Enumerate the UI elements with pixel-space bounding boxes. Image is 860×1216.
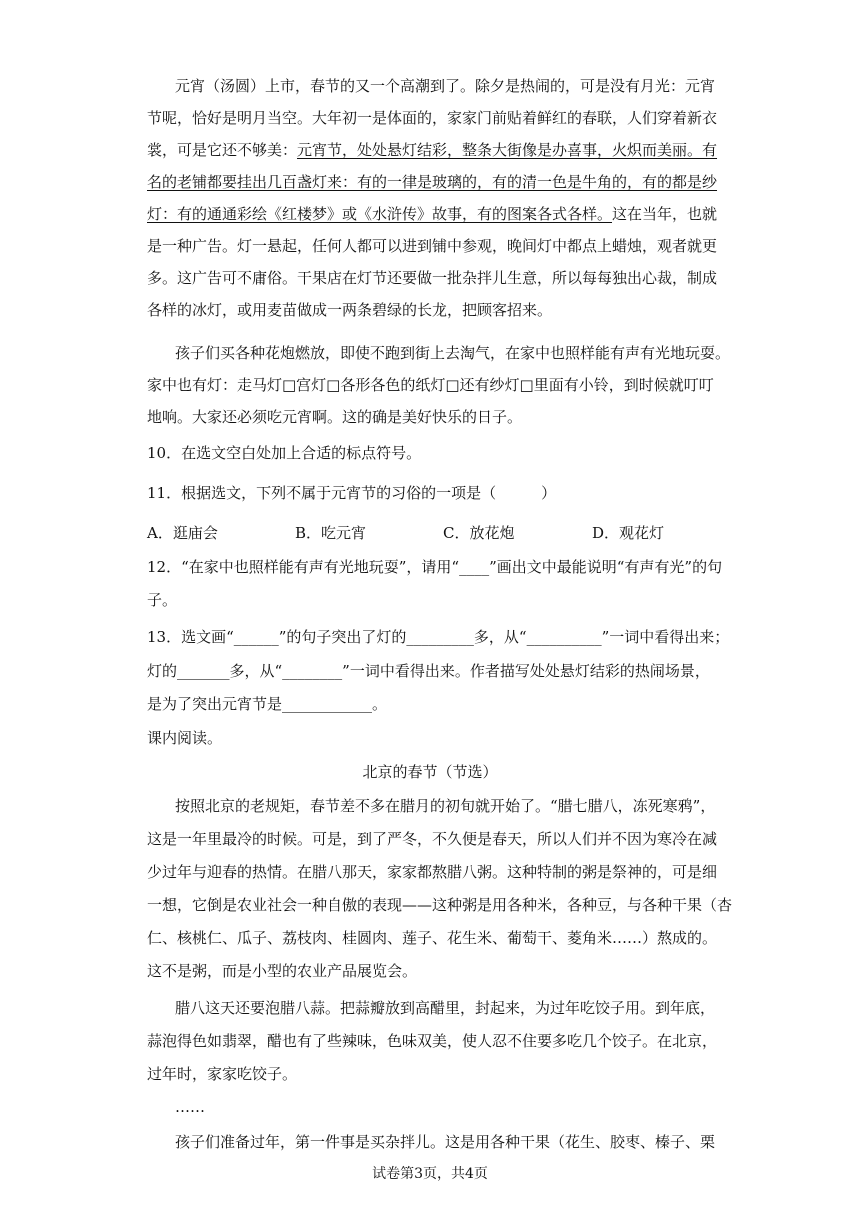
passage2-line: 按照北京的老规矩，春节差不多在腊月的初旬就开始了。“腊七腊八，冻死寒鸦”， bbox=[175, 797, 716, 815]
underlined-sentence: 元宵节，处处悬灯结彩，整条大街像是办喜事，火炽而美丽。有 bbox=[297, 141, 718, 159]
option-b: B．吃元宵 bbox=[295, 524, 367, 542]
ellipsis: …… bbox=[175, 1098, 205, 1116]
passage2-line: 过年时，家家吃饺子。 bbox=[147, 1065, 298, 1083]
passage2-line: 孩子们准备过年，第一件事是买杂拌儿。这是用各种干果（花生、胶枣、榛子、栗 bbox=[175, 1133, 716, 1151]
passage2-line: 腊八这天还要泡腊八蒜。把蒜瓣放到高醋里，封起来，为过年吃饺子用。到年底， bbox=[175, 999, 716, 1017]
passage2-line: 一想，它倒是农业社会一种自傲的表现——这种粥是用各种米，各种豆，与各种干果（杏 bbox=[147, 896, 733, 914]
passage2-line: 这是一年里最冷的时候。可是，到了严冬，不久便是春天，所以人们并不因为寒冷在减 bbox=[147, 830, 718, 848]
passage2-line: 少过年与迎春的热情。在腊八那天，家家都熬腊八粥。这种特制的粥是祭神的，可是细 bbox=[147, 863, 718, 881]
question-10: 10．在选文空白处加上合适的标点符号。 bbox=[147, 444, 422, 462]
passage2-line: 这不是粥，而是小型的农业产品展览会。 bbox=[147, 962, 418, 980]
passage1-line: 地响。大家还必须吃元宵啊。这的确是美好快乐的日子。 bbox=[147, 408, 523, 426]
passage1-line: 孩子们买各种花炮燃放，即使不跑到街上去淘气，在家中也照样能有声有光地玩耍。 bbox=[175, 344, 731, 362]
passage2-line: 蒜泡得色如翡翠，醋也有了些辣味，色味双美，使人忍不住要多吃几个饺子。在北京， bbox=[147, 1032, 718, 1050]
passage2-line: 仁、核桃仁、瓜子、荔枝肉、桂圆肉、莲子、花生米、葡萄干、菱角米……）熬成的。 bbox=[147, 929, 718, 947]
section-label: 课内阅读。 bbox=[147, 729, 223, 747]
question-12-cont: 子。 bbox=[147, 591, 178, 609]
passage1-line: 节呢，恰好是明月当空。大年初一是体面的，家家门前贴着鲜红的春联，人们穿着新衣 bbox=[147, 109, 718, 127]
passage2-title: 北京的春节（节选） bbox=[362, 763, 498, 781]
passage1-line: 是一种广告。灯一悬起，任何人都可以进到铺中参观，晚间灯中都点上蜡烛，观者就更 bbox=[147, 237, 718, 255]
option-a: A．逛庙会 bbox=[147, 524, 218, 542]
option-c: C．放花炮 bbox=[443, 524, 515, 542]
page-footer: 试卷第3页，共4页 bbox=[372, 1166, 488, 1182]
question-13: 13．选文画“______”的句子突出了灯的_________多，从“__________”一词中看得出来； bbox=[147, 628, 730, 646]
underlined-sentence: 名的老铺都要挂出几百盏灯来：有的一律是玻璃的，有的清一色是牛角的，有的都是纱 bbox=[147, 173, 718, 191]
option-d: D．观花灯 bbox=[592, 524, 665, 542]
passage1-line bbox=[147, 204, 717, 224]
passage1-line: 各样的冰灯，或用麦苗做成一两条碧绿的长龙，把顾客招来。 bbox=[147, 301, 553, 319]
passage1-line: 多。这广告可不庸俗。干果店在灯节还要做一批杂拌儿生意，所以每每独出心裁，制成 bbox=[147, 269, 718, 287]
underlined-sentence: 灯：有的通通彩绘《红楼梦》或《水浒传》故事，有的图案各式各样。 bbox=[147, 205, 613, 223]
passage1-text: 这在当年，也就 bbox=[612, 205, 718, 223]
passage1-line: 元宵（汤圆）上市，春节的又一个高潮到了。除夕是热闹的，可是没有月光：元宵 bbox=[175, 77, 716, 95]
question-13-cont: 灯的_______多，从“________”一词中看得出来。作者描写处处悬灯结彩的热闹场景， bbox=[147, 662, 710, 680]
question-12: 12．“在家中也照样能有声有光地玩耍”，请用“____”画出文中最能说明“有声有光”的句 bbox=[147, 558, 723, 576]
passage1-line: 家中也有灯：走马灯□宫灯□各形各色的纸灯□还有纱灯□里面有小铃，到时候就叮叮 bbox=[147, 376, 714, 394]
passage1-line bbox=[147, 140, 717, 160]
passage1-text: 裳，可是它还不够美： bbox=[147, 141, 298, 159]
question-11: 11．根据选文，下列不属于元宵节的习俗的一项是（ ） bbox=[147, 484, 557, 502]
question-13-cont: 是为了突出元宵节是____________。 bbox=[147, 695, 388, 713]
